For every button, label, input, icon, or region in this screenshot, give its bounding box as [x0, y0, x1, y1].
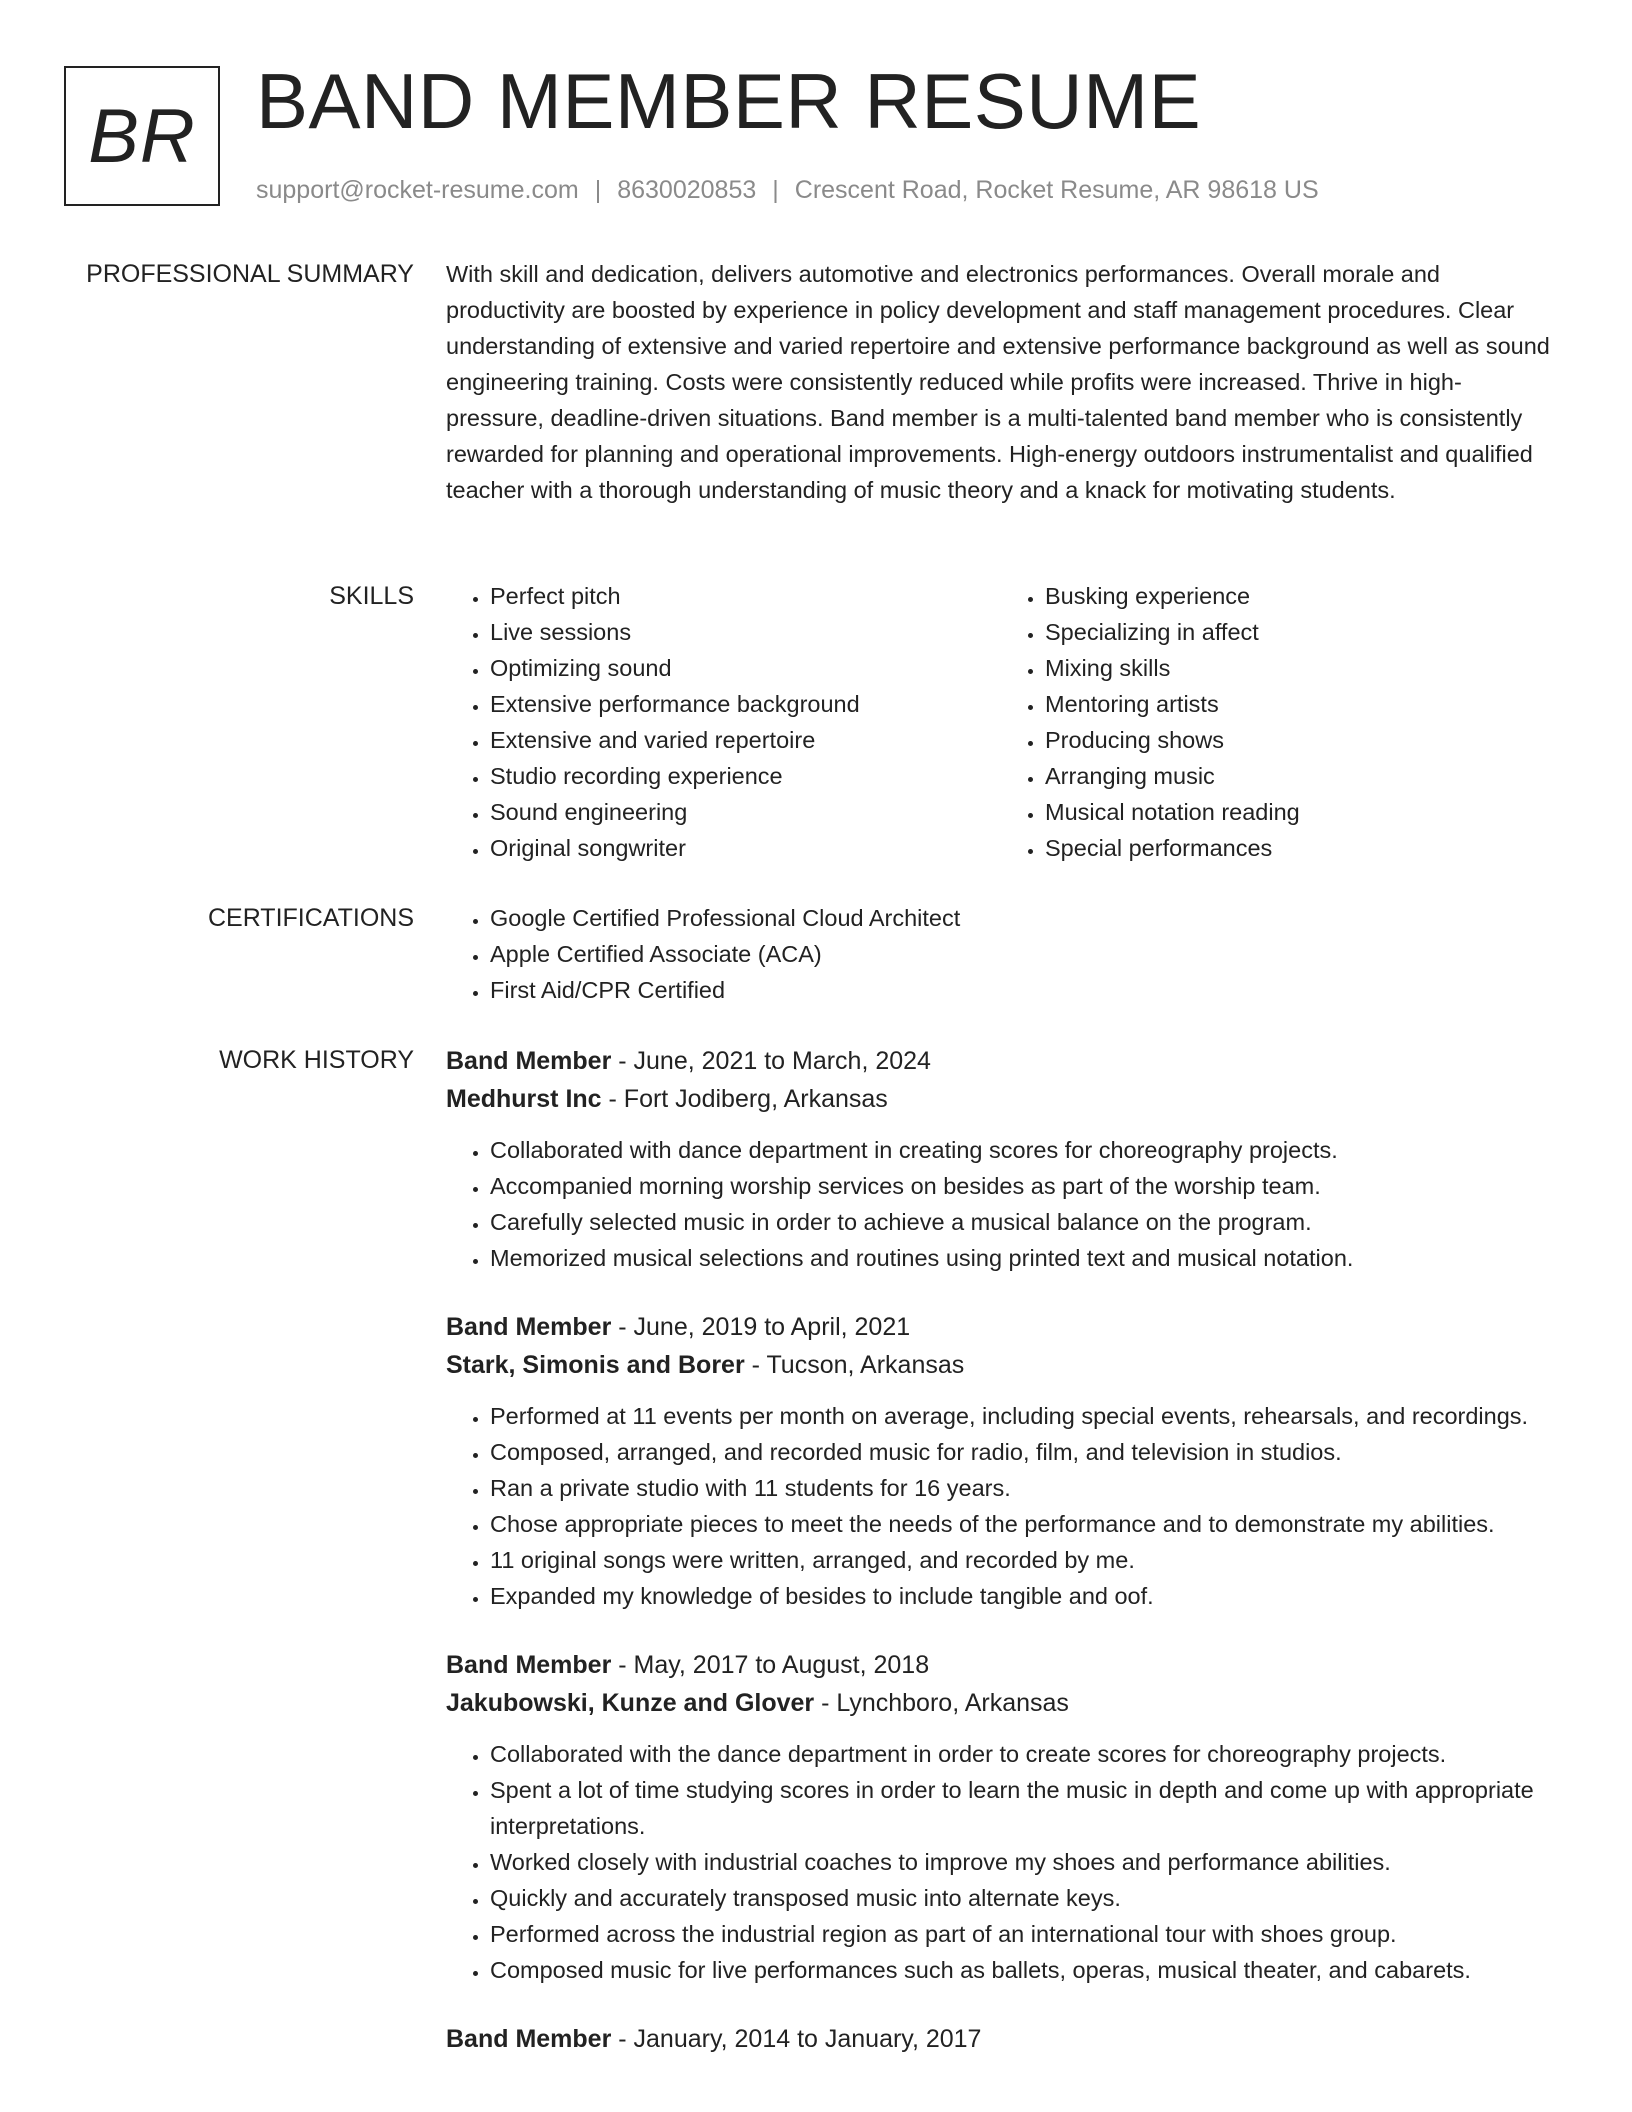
skill-item: • Live sessions	[490, 614, 1001, 650]
job-title: Band Member	[446, 1651, 612, 1679]
certification-item: • First Aid/CPR Certified	[490, 972, 1556, 1008]
contact-separator: |	[594, 176, 602, 204]
job-company-line	[446, 1346, 1556, 1384]
certifications-heading: CERTIFICATIONS	[207, 904, 414, 932]
skill-item: • Busking experience	[1045, 578, 1556, 614]
skill-item: • Arranging music	[1045, 758, 1556, 794]
job-company: Medhurst Inc	[446, 1085, 602, 1113]
job-bullet: • Composed, arranged, and recorded music for radio, film, and television in studios.	[490, 1434, 1556, 1470]
job-bullet: • Chose appropriate pieces to meet the needs of the performance and to demonstrate my abilities.	[490, 1506, 1556, 1542]
job-location: - Tucson, Arkansas	[744, 1351, 965, 1379]
job-bullet: • Expanded my knowledge of besides to include tangible and oof.	[490, 1578, 1556, 1614]
job-bullet: • Accompanied morning worship services on besides as part of the worship team.	[490, 1168, 1556, 1204]
job-dates: - May, 2017 to August, 2018	[611, 1651, 930, 1679]
job-entry	[446, 1042, 1556, 1276]
summary-heading: PROFESSIONAL SUMMARY	[86, 260, 414, 288]
job-bullets	[446, 1132, 1556, 1276]
job-entry	[446, 2020, 1556, 2058]
skills-list-left	[446, 578, 1001, 866]
skill-item: • Extensive performance background	[490, 686, 1001, 722]
skill-item: • Mixing skills	[1045, 650, 1556, 686]
skills-section	[446, 578, 1556, 866]
skill-item: • Sound engineering	[490, 794, 1001, 830]
job-bullets	[446, 1736, 1556, 1988]
contact-phone[interactable]: 8630020853	[617, 176, 757, 204]
job-location: - Fort Jodiberg, Arkansas	[601, 1085, 888, 1113]
skill-item: • Optimizing sound	[490, 650, 1001, 686]
job-dates: - January, 2014 to January, 2017	[611, 2025, 982, 2053]
skill-item: • Producing shows	[1045, 722, 1556, 758]
job-bullet: • Collaborated with the dance department in order to create scores for choreography projects.	[490, 1736, 1556, 1772]
monogram-initials: BR	[88, 93, 196, 179]
job-bullet: • 11 original songs were written, arranged, and recorded by me.	[490, 1542, 1556, 1578]
monogram-badge	[64, 66, 220, 206]
job-dates: - June, 2019 to April, 2021	[611, 1313, 911, 1341]
job-title-line	[446, 1042, 1556, 1080]
job-bullet: • Quickly and accurately transposed music into alternate keys.	[490, 1880, 1556, 1916]
skill-item: • Special performances	[1045, 830, 1556, 866]
skill-item: • Studio recording experience	[490, 758, 1001, 794]
contact-address: Crescent Road, Rocket Resume, AR 98618 US	[794, 176, 1319, 204]
certification-item: • Google Certified Professional Cloud Architect	[490, 900, 1556, 936]
work-history-section	[446, 1042, 1556, 2090]
job-dates: - June, 2021 to March, 2024	[611, 1047, 931, 1075]
contact-email[interactable]: support@rocket-resume.com	[256, 176, 579, 204]
certifications-list	[446, 900, 1556, 1008]
skill-item: • Extensive and varied repertoire	[490, 722, 1001, 758]
skill-item: • Specializing in affect	[1045, 614, 1556, 650]
job-title: Band Member	[446, 1047, 612, 1075]
work-history-heading: WORK HISTORY	[219, 1046, 414, 1074]
skill-item: • Original songwriter	[490, 830, 1001, 866]
resume-title: BAND MEMBER RESUME	[256, 57, 1202, 145]
job-bullets	[446, 1398, 1556, 1614]
job-title: Band Member	[446, 1313, 612, 1341]
job-company: Stark, Simonis and Borer	[446, 1351, 745, 1379]
job-bullet: • Composed music for live performances such as ballets, operas, musical theater, and cabarets.	[490, 1952, 1556, 1988]
job-title-line	[446, 1308, 1556, 1346]
job-company-line	[446, 1080, 1556, 1118]
job-entry	[446, 1308, 1556, 1614]
certifications-section	[446, 900, 1556, 1008]
job-bullet: • Carefully selected music in order to achieve a musical balance on the program.	[490, 1204, 1556, 1240]
job-title-line	[446, 1646, 1556, 1684]
certification-item: • Apple Certified Associate (ACA)	[490, 936, 1556, 972]
job-bullet: • Performed at 11 events per month on average, including special events, rehearsals, and recordings.	[490, 1398, 1556, 1434]
job-entry	[446, 1646, 1556, 1988]
job-bullet: • Memorized musical selections and routines using printed text and musical notation.	[490, 1240, 1556, 1276]
job-bullet: • Ran a private studio with 11 students for 16 years.	[490, 1470, 1556, 1506]
skill-item: • Perfect pitch	[490, 578, 1001, 614]
skills-list-right	[1001, 578, 1556, 866]
job-company-line	[446, 1684, 1556, 1722]
job-location: - Lynchboro, Arkansas	[814, 1689, 1069, 1717]
skill-item: • Mentoring artists	[1045, 686, 1556, 722]
job-bullet: • Worked closely with industrial coaches to improve my shoes and performance abilities.	[490, 1844, 1556, 1880]
job-bullet: • Spent a lot of time studying scores in order to learn the music in depth and come up with appropriate interpretations.	[490, 1772, 1556, 1844]
job-title-line	[446, 2020, 1556, 2058]
skills-heading: SKILLS	[329, 582, 414, 610]
summary-text: With skill and dedication, delivers automotive and electronics performances. Overall morale and productivity are boosted by experience in policy development and staff management procedures. Clear understanding of extensive and varied repertoire and extensive performance background as well as sound engineering training. Costs were consistently reduced while profits were increased. Thrive in high-pressure, deadline-driven situations. Band member is a multi-talented band member who is consistently rewarded for planning and operational improvements. High-energy outdoors instrumentalist and qualified teacher with a thorough understanding of music theory and a knack for motivating students.	[446, 261, 1550, 503]
contact-line	[256, 174, 1319, 206]
job-bullet: • Collaborated with dance department in creating scores for choreography projects.	[490, 1132, 1556, 1168]
job-title: Band Member	[446, 2025, 612, 2053]
job-bullet: • Performed across the industrial region as part of an international tour with shoes group.	[490, 1916, 1556, 1952]
job-company: Jakubowski, Kunze and Glover	[446, 1689, 815, 1717]
contact-separator: |	[772, 176, 779, 204]
skill-item: • Musical notation reading	[1045, 794, 1556, 830]
